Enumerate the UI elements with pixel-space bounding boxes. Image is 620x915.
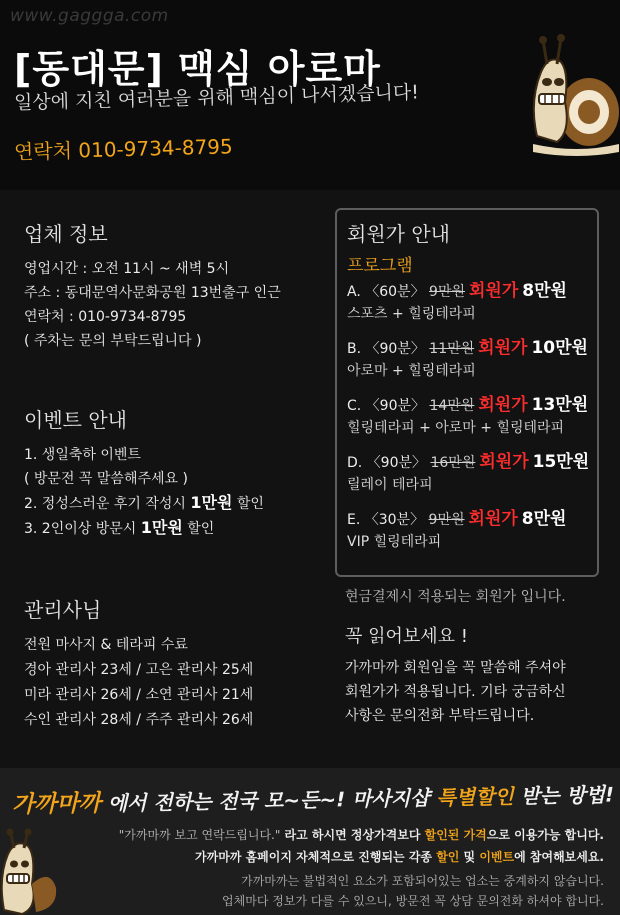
business-info-title: 업체 정보 (24, 222, 108, 246)
member-price-box (335, 208, 599, 577)
event-instruction (195, 848, 604, 865)
program-desc: VIP 힐링테라피 (347, 534, 442, 550)
staff-line: 수인 관리사 28세 / 주주 관리사 26세 (24, 712, 254, 728)
program-head (347, 508, 597, 531)
program-code: C. 〈90분〉 (347, 398, 426, 414)
notice-line: 회원가가 적용됩니다. 기타 궁금하신 (345, 684, 566, 700)
notice (345, 622, 566, 728)
banner-text: 에서 전하는 전국 모~든~! 마사지샵 (100, 785, 437, 816)
member-price: 8만원 (521, 509, 567, 529)
footer-text: 에 참여해보세요. (514, 850, 604, 864)
program-head (347, 280, 597, 303)
banner-highlight: 특별할인 (436, 784, 514, 810)
event-info-title: 이벤트 안내 (24, 408, 127, 432)
footer-text: 및 (459, 850, 480, 864)
member-price: 15만원 (532, 452, 590, 472)
event-item-3-text: 3. 2인이상 방문시 (24, 521, 141, 537)
discount-highlight: 할인 (436, 850, 460, 864)
banner-end: 받는 방법! (513, 782, 615, 809)
event-item-1-note: ( 방문전 꼭 말씀해주세요 ) (24, 471, 188, 487)
header-contact-number[interactable]: 연락처 010-9734-8795 (13, 134, 234, 164)
member-price-label: 회원가 (478, 395, 528, 415)
program-code: B. 〈90분〉 (347, 341, 425, 357)
old-price: 9만원 (428, 512, 465, 528)
event-item-3-amount: 1만원 (140, 518, 183, 537)
promo-banner (12, 775, 615, 819)
program-item (347, 394, 597, 439)
staff-info (24, 594, 253, 733)
parking-note: ( 주차는 문의 부탁드립니다 ) (24, 333, 202, 349)
quote-text: "가까마까 보고 연락드립니다." (118, 828, 281, 842)
member-price-label: 회원가 (479, 452, 529, 472)
shop-slogan: 일상에 지친 여러분을 위해 맥심이 나서겠습니다! (13, 81, 420, 114)
program-head (347, 337, 597, 360)
disclaimer-line: 가까마까는 불법적인 요소가 포함되어있는 업소는 중계하지 않습니다. (241, 874, 604, 888)
program-code: D. 〈90분〉 (347, 455, 427, 471)
event-item-2 (24, 491, 264, 516)
program-item (347, 337, 597, 382)
program-desc: 아로마 + 힐링테라피 (347, 363, 476, 379)
member-price: 10만원 (531, 338, 588, 358)
staff-line: 미라 관리사 26세 / 소연 관리사 21세 (24, 687, 254, 703)
footer (0, 768, 620, 915)
banner-brand: 가까마까 (11, 790, 102, 818)
staff-line: 전원 마사지 & 테라피 수료 (24, 637, 188, 653)
shop-title: [동대문] 맥심 아로마 (14, 47, 381, 91)
program-item (347, 280, 597, 325)
watermark: www.gaggga.com (10, 6, 169, 26)
program-item (347, 451, 597, 496)
main-content (0, 190, 620, 768)
program-code: A. 〈60분〉 (347, 284, 425, 300)
event-item-3-suffix: 할인 (182, 521, 215, 537)
old-price: 9만원 (429, 284, 465, 300)
old-price: 11만원 (429, 341, 475, 357)
footer-text: 으로 이용가능 합니다. (486, 828, 604, 842)
event-item-1: 1. 생일축하 이벤트 (24, 447, 141, 463)
notice-title: 꼭 읽어보세요 ! (345, 626, 468, 647)
member-price: 13만원 (531, 395, 589, 415)
old-price: 16만원 (430, 455, 476, 471)
staff-info-title: 관리사님 (24, 598, 102, 622)
discount-highlight: 할인된 가격 (424, 828, 487, 842)
footer-text: 라고 하시면 정상가격보다 (280, 828, 425, 842)
footer-text: 가까마까 홈페이지 자체적으로 진행되는 각종 (195, 850, 437, 864)
member-price-label: 회원가 (469, 281, 519, 301)
program-code: E. 〈30분〉 (347, 512, 425, 528)
member-price-label: 회원가 (478, 338, 528, 358)
staff-line: 경아 관리사 23세 / 고은 관리사 25세 (24, 662, 254, 678)
business-phone[interactable]: 연락처 : 010-9734-8795 (24, 309, 187, 325)
event-item-2-suffix: 할인 (232, 496, 264, 512)
event-item-3 (24, 516, 264, 541)
notice-line: 사항은 문의전화 부탁드립니다. (345, 708, 535, 724)
notice-line: 가까마까 회원임을 꼭 말씀해 주셔야 (345, 660, 566, 676)
business-address: 주소 : 동대문역사문화공원 13번출구 인근 (24, 285, 281, 301)
member-price-label: 회원가 (468, 509, 518, 529)
program-desc: 힐링테라피 + 아로마 + 힐링테라피 (347, 420, 565, 436)
snail-mascot-icon (0, 828, 58, 915)
event-item-2-text: 2. 정성스러운 후기 작성시 (24, 496, 191, 512)
old-price: 14만원 (429, 398, 475, 414)
business-info (24, 218, 281, 353)
event-highlight: 이벤트 (479, 850, 515, 864)
disclaimer-line: 업체마다 정보가 다를 수 있으니, 방문전 꼭 상담 문의전화 하셔야 합니다. (222, 894, 604, 908)
program-label: 프로그램 (347, 256, 413, 276)
program-head (347, 451, 597, 474)
discount-instruction (119, 826, 604, 843)
event-item-2-amount: 1만원 (190, 493, 233, 512)
program-head (347, 394, 597, 417)
program-desc: 릴레이 테라피 (347, 477, 433, 493)
snail-mascot-icon (527, 32, 619, 160)
cash-payment-note: 현금결제시 적용되는 회원가 입니다. (345, 589, 566, 605)
price-box-title: 회원가 안내 (347, 222, 450, 246)
member-price: 8만원 (522, 281, 567, 301)
event-info (24, 404, 264, 541)
business-hours: 영업시간 : 오전 11시 ~ 새벽 5시 (24, 261, 230, 277)
program-desc: 스포츠 + 힐링테라피 (347, 306, 476, 322)
header (0, 0, 620, 190)
program-item (347, 508, 597, 553)
